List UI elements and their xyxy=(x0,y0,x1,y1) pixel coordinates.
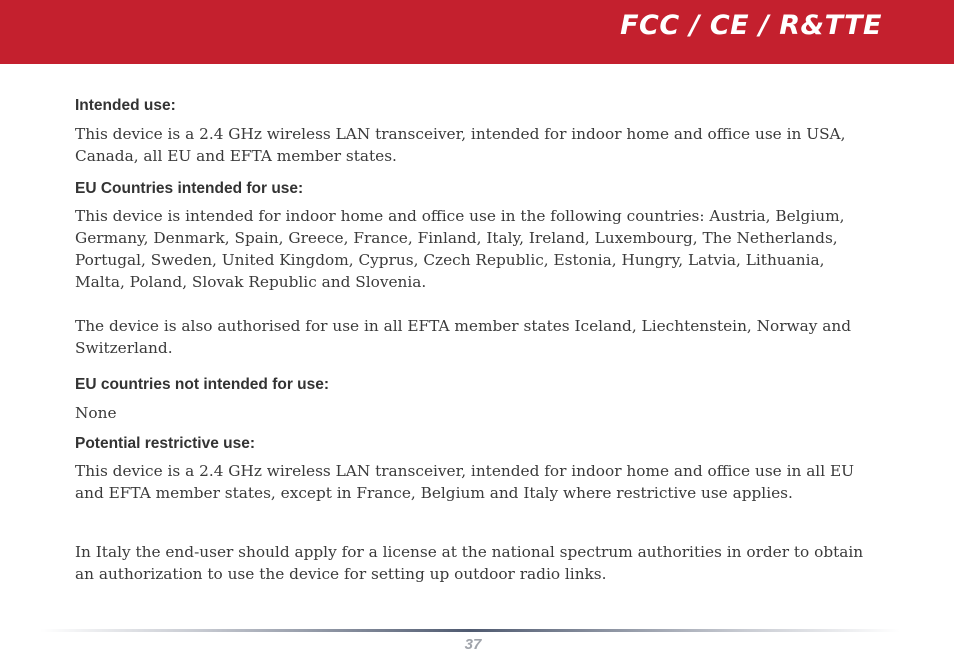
page-title: FCC / CE / R&TTE xyxy=(620,10,882,41)
efta-authorised-text: The device is also authorised for use in all EFTA member states Iceland, Liechtenstein, Norway and Switzerland. xyxy=(75,317,852,357)
footer-divider xyxy=(40,629,900,632)
header-band xyxy=(0,0,954,64)
eu-intended-text: This device is intended for indoor home and office use in the following countries: Austria, Belgium, Germany, Denmark, Spain, Greece, France, Finland, Italy, Ireland, Luxembourg, The Netherlands, Portugal, Sweden, United Kingdom, Cyprus, Czech Republic, Estonia, Hungry, Latvia, Lithuania, Malta, Poland, Slovak Republic and Slovenia. xyxy=(75,207,845,291)
italy-license-text: In Italy the end-user should apply for a license at the national spectrum authorities in order to obtain an authorization to use the device for setting up outdoor radio links. xyxy=(75,543,864,583)
intended-use-text: This device is a 2.4 GHz wireless LAN transceiver, intended for indoor home and office use in USA, Canada, all EU and EFTA member states. xyxy=(75,125,846,165)
restrictive-use-text: This device is a 2.4 GHz wireless LAN transceiver, intended for indoor home and office use in all EU and EFTA member states, except in France, Belgium and Italy where restrictive use applies. xyxy=(75,462,855,502)
restrictive-use-heading: Potential restrictive use: xyxy=(75,435,256,452)
eu-not-intended-heading: EU countries not intended for use: xyxy=(75,376,330,393)
intended-use-heading: Intended use: xyxy=(75,97,176,114)
page-number: 37 xyxy=(464,636,482,653)
eu-not-intended-text: None xyxy=(75,404,117,422)
eu-intended-heading: EU Countries intended for use: xyxy=(75,180,304,197)
